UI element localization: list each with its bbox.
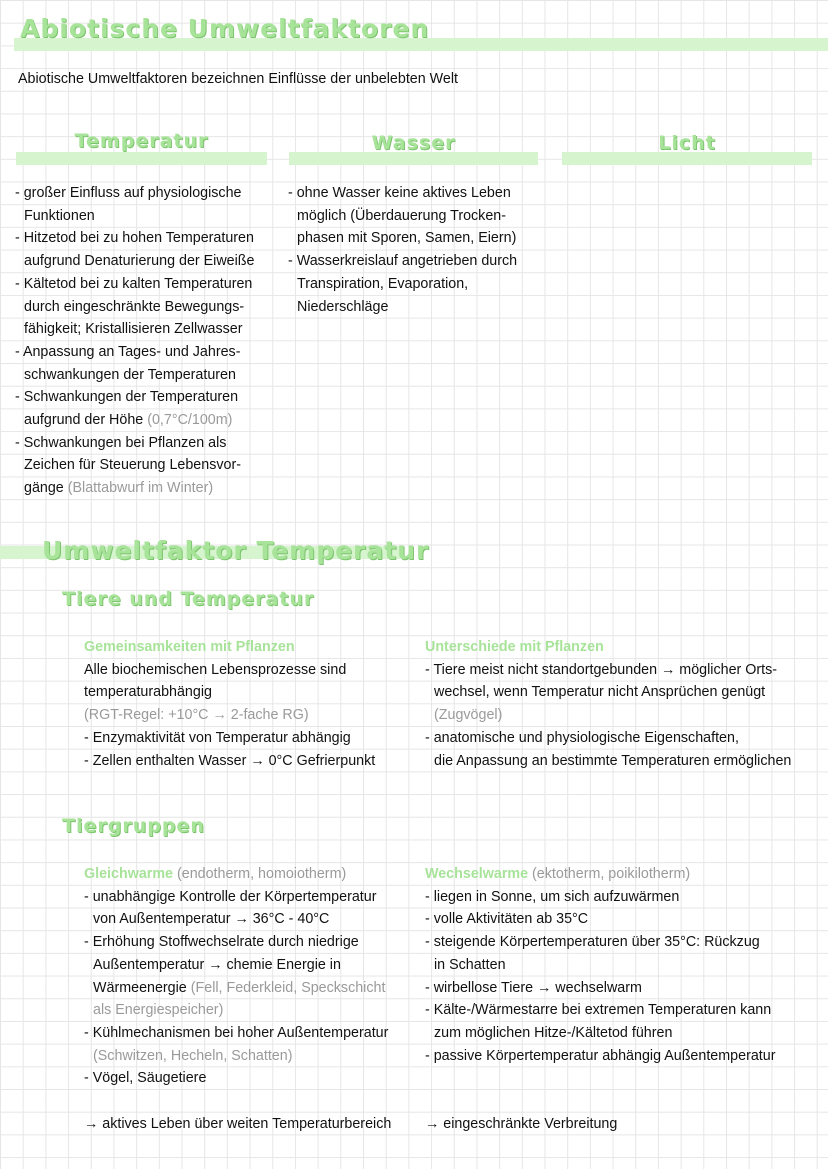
list-item [84,977,419,1000]
list-item-text: gänge [24,480,64,497]
list-item-note: (Schwitzen, Hecheln, Schatten) [93,1047,293,1064]
temperatur-list [15,182,280,500]
page-title: Abiotische Umweltfaktoren [20,14,430,43]
list-item-note: (Blattabwurf im Winter) [67,480,214,497]
list-item: - Schwankungen der Temperaturen [15,389,239,406]
list-item: möglich (Überdauerung Trocken- [297,207,506,224]
list-item-note: (Fell, Federkleid, Speckschicht [190,979,386,996]
unterschiede-heading: Unterschiede mit Pflanzen [425,639,604,655]
list-item: fähigkeit; Kristallisieren Zellwasser [24,321,243,338]
gleichwarme-heading: Gleichwarme [84,866,173,882]
list-item: - Kühlmechanismen bei hoher Außentemperatur [84,1024,389,1041]
list-item: phasen mit Sporen, Samen, Eiern) [297,230,517,247]
gleichwarme-summary: → aktives Leben über weiten Temperaturbereich [84,1116,392,1132]
list-item: - Tiere meist nicht standortgebunden → möglicher Orts- [425,661,778,678]
gemeinsamkeiten-block [84,636,414,772]
list-item: - Erhöhung Stoffwechselrate durch niedrige [84,934,359,951]
list-item: Alle biochemischen Lebensprozesse sind [84,661,347,678]
heading-licht: Licht [658,132,716,154]
list-item: temperaturabhängig [84,684,212,701]
list-item: zum möglichen Hitze-/Kältetod führen [434,1024,673,1041]
list-item-note: als Energiespeicher) [93,1002,224,1019]
list-item: aufgrund Denaturierung der Eiweiße [24,253,255,270]
list-item: in Schatten [434,956,506,973]
list-item: - volle Aktivitäten ab 35°C [425,911,589,928]
gemeinsamkeiten-heading: Gemeinsamkeiten mit Pflanzen [84,639,295,655]
list-item: - steigende Körpertemperaturen über 35°C: Rückzug [425,934,760,951]
list-item: - Schwankungen bei Pflanzen als [15,434,227,451]
list-item: Niederschläge [297,298,389,315]
list-item: durch eingeschränkte Bewegungs- [24,298,245,315]
list-item: wechsel, wenn Temperatur nicht Ansprüchen genügt [434,684,766,701]
heading-highlight-temperatur [16,152,267,165]
list-item: - Enzymaktivität von Temperatur abhängig [84,729,351,746]
list-item-note: (RGT-Regel: +10°C → 2-fache RG) [84,707,309,724]
section2-title: Umweltfaktor Temperatur [42,536,430,565]
list-item-note: (0,7°C/100m) [147,412,233,429]
list-item: die Anpassung an bestimmte Temperaturen ermöglichen [434,752,792,769]
gleichwarme-heading-note: (endotherm, homoiotherm) [176,866,347,882]
heading-temperatur: Temperatur [74,130,209,152]
list-item: - Vögel, Säugetiere [84,1070,207,1087]
list-item: von Außentemperatur → 36°C - 40°C [93,911,330,928]
list-item-note: (Zugvögel) [434,707,503,724]
list-item: - anatomische und physiologische Eigenschaften, [425,729,739,746]
gleichwarme-block [84,863,419,1090]
wechselwarme-block [425,863,825,1067]
heading-wasser: Wasser [371,132,456,154]
tiere-title: Tiere und Temperatur [62,588,315,610]
gleichwarme-heading-row [84,863,419,886]
list-item: - großer Einfluss auf physiologische [15,185,242,201]
list-item: Außentemperatur → chemie Energie in [93,956,341,973]
list-item: - liegen in Sonne, um sich aufzuwärmen [425,888,680,905]
list-item: - unabhängige Kontrolle der Körpertemperatur [84,888,377,905]
list-item: schwankungen der Temperaturen [24,366,236,383]
list-item: - Hitzetod bei zu hohen Temperaturen [15,230,254,247]
list-item: - Kälte-/Wärmestarre bei extremen Temperaturen kann [425,1002,772,1019]
list-item: - wirbellose Tiere → wechselwarm [425,979,642,996]
list-item: - passive Körpertemperatur abhängig Außentemperatur [425,1047,776,1064]
intro-text: Abiotische Umweltfaktoren bezeichnen Einflüsse der unbelebten Welt [18,71,459,87]
list-item: - Kältetod bei zu kalten Temperaturen [15,275,253,292]
wechselwarme-summary: → eingeschränkte Verbreitung [425,1116,618,1132]
wasser-list [288,182,553,318]
list-item: Transpiration, Evaporation, [297,275,469,292]
wechselwarme-heading-row [425,863,825,886]
wechselwarme-heading-note: (ektotherm, poikilotherm) [532,866,691,882]
list-item [15,477,280,500]
list-item-text: Wärmeenergie [93,979,187,996]
wechselwarme-heading: Wechselwarme [425,866,529,882]
list-item: - Zellen enthalten Wasser → 0°C Gefrierpunkt [84,752,376,769]
list-item: - ohne Wasser keine aktives Leben [288,185,511,201]
list-item [15,409,280,432]
tiergruppen-title: Tiergruppen [62,815,205,837]
list-item: - Anpassung an Tages- und Jahres- [15,343,241,360]
list-item: - Wasserkreislauf angetrieben durch [288,253,518,270]
list-item: Zeichen für Steuerung Lebensvor- [24,457,241,474]
list-item: Funktionen [24,207,95,224]
list-item-text: aufgrund der Höhe [24,412,144,429]
unterschiede-block [425,636,825,772]
